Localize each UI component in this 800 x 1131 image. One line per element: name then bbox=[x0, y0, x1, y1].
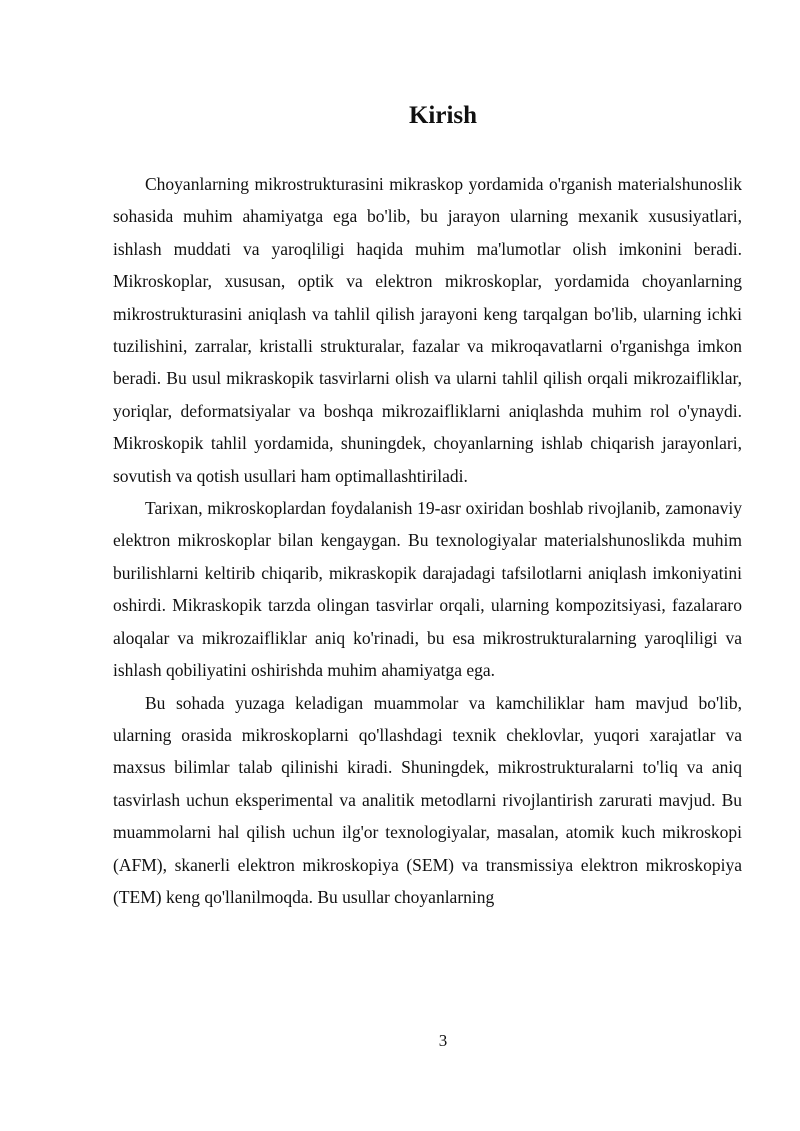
paragraph-2: Tarixan, mikroskoplardan foydalanish 19-asr oxiridan boshlab rivojlanib, zamonaviy elektron mikroskoplar bilan kengaygan. Bu texnologiyalar materialshunoslikda muhim burilishlarni keltirib chiqarib, mikraskopik darajadagi tafsilotlarni aniqlash imkoniyatini oshirdi. Mikraskopik tarzda olingan tasvirlar orqali, ularning kompozitsiyasi, fazalararo aloqalar va mikrozaifliklar aniq ko'rinadi, bu esa mikrostrukturalarning yaroqliligi va ishlash qobiliyatini oshirishda muhim ahamiyatga ega. bbox=[113, 498, 742, 681]
paragraph-1: Choyanlarning mikrostrukturasini mikraskop yordamida o'rganish materialshunoslik sohasida muhim ahamiyatga ega bo'lib, bu jarayon ularning mexanik xususiyatlari, ishlash muddati va yaroqliligi haqida muhim ma'lumotlar olish imkonini beradi. Mikroskoplar, xususan, optik va elektron mikroskoplar, yordamida choyanlarning mikrostrukturasini aniqlash va tahlil qilish jarayoni keng tarqalgan bo'lib, ularning ichki tuzilishini, zarralar, kristalli strukturalar, fazalar va mikroqavatlarni o'rganishga imkon beradi. Bu usul mikraskopik tasvirlarni olish va ularni tahlil qilish orqali mikrozaifliklar, yoriqlar, deformatsiyalar va boshqa mikrozaifliklarni aniqlashda muhim rol o'ynaydi. Mikroskopik tahlil yordamida, shuningdek, choyanlarning ishlab chiqarish jarayonlari, sovutish va qotish usullari ham optimallashtiriladi. bbox=[113, 174, 742, 486]
body-text bbox=[113, 168, 742, 913]
paragraph-3: Bu sohada yuzaga keladigan muammolar va kamchiliklar ham mavjud bo'lib, ularning orasida mikroskoplarni qo'llashdagi texnik cheklovlar, yuqori xarajatlar va maxsus bilimlar talab qilinishi kiradi. Shuningdek, mikrostrukturalarni to'liq va aniq tasvirlash uchun eksperimental va analitik metodlarni rivojlantirish zarurati mavjud. Bu muammolarni hal qilish uchun ilg'or texnologiyalar, masalan, atomik kuch mikroskopi (AFM), skanerli elektron mikroskopiya (SEM) va transmissiya elektron mikroskopiya (TEM) keng qo'llanilmoqda. Bu usullar choyanlarning bbox=[113, 692, 742, 907]
page-title: Kirish bbox=[408, 102, 478, 129]
page-number: 3 bbox=[438, 1031, 448, 1050]
